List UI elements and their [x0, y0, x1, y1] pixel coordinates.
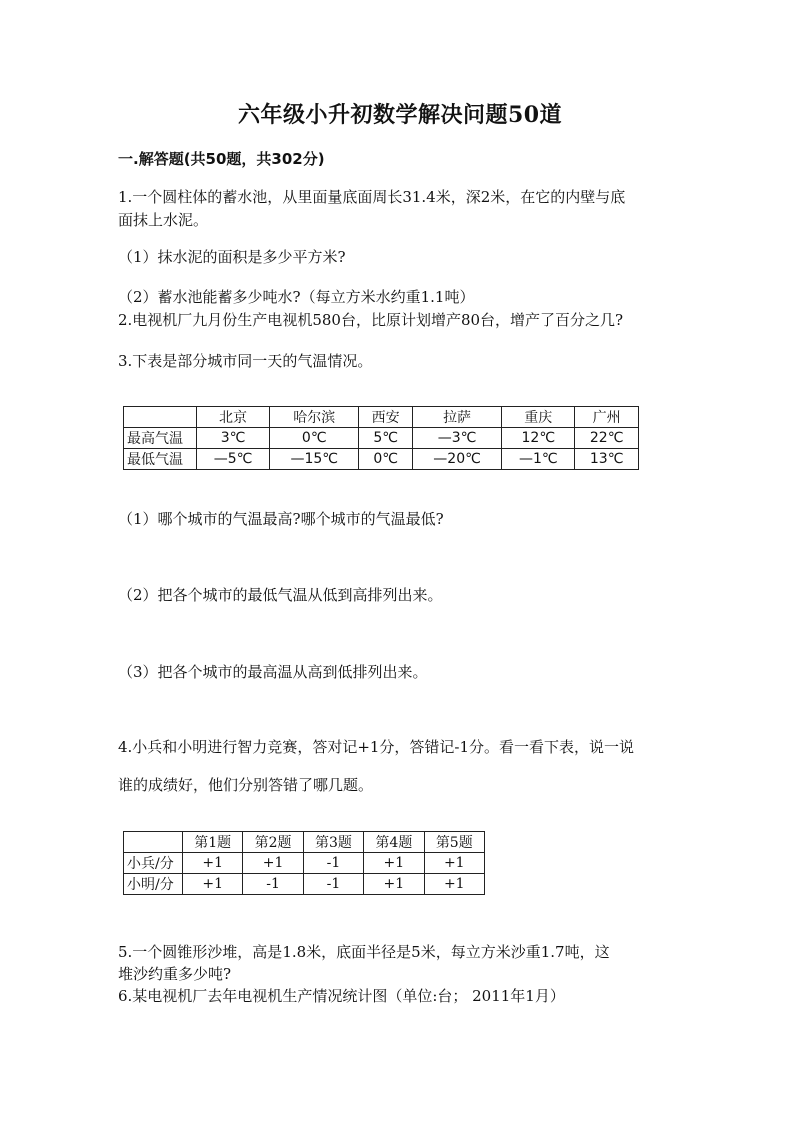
table-header-cell: 拉萨 — [412, 407, 501, 428]
table-header-cell: 广州 — [575, 407, 639, 428]
table-cell: 0℃ — [270, 428, 359, 449]
table-cell: -1 — [243, 874, 303, 895]
question-4-line-1: 4.小兵和小明进行智力竞赛，答对记+1分，答错记-1分。看一看下表，说一说 — [118, 738, 635, 756]
question-3: 3.下表是部分城市同一天的气温情况。 — [118, 352, 373, 370]
table-header-cell — [124, 407, 197, 428]
table-cell: 13℃ — [575, 449, 639, 470]
question-6: 6.某电视机厂去年电视机生产情况统计图（单位:台； 2011年1月） — [118, 987, 565, 1005]
table-row-header: 小明/分 — [124, 874, 183, 895]
question-2: 2.电视机厂九月份生产电视机580台，比原计划增产80台，增产了百分之几? — [118, 311, 624, 329]
question-5-line-1: 5.一个圆锥形沙堆，高是1.8米，底面半径是5米，每立方米沙重1.7吨，这 — [118, 943, 610, 961]
table-cell: 12℃ — [502, 428, 575, 449]
question-1-sub-2: （2）蓄水池能蓄多少吨水?（每立方米水约重1.1吨） — [118, 288, 475, 306]
table-header-cell: 第2题 — [243, 832, 303, 853]
table-cell: 22℃ — [575, 428, 639, 449]
table-row-header: 小兵/分 — [124, 853, 183, 874]
table-cell: -1 — [303, 853, 363, 874]
table-cell: —15℃ — [270, 449, 359, 470]
question-3-sub-3: （3）把各个城市的最高温从高到低排列出来。 — [118, 663, 428, 681]
table-header-cell: 哈尔滨 — [270, 407, 359, 428]
question-5-line-2: 堆沙约重多少吨? — [118, 965, 232, 983]
table-row — [124, 853, 485, 874]
table-cell: +1 — [424, 853, 484, 874]
table-row — [124, 428, 639, 449]
question-1-sub-1: （1）抹水泥的面积是多少平方米? — [118, 248, 346, 266]
question-1-line-2: 面抹上水泥。 — [118, 211, 209, 229]
score-table — [123, 831, 485, 895]
table-cell: +1 — [364, 874, 424, 895]
table-cell: +1 — [424, 874, 484, 895]
table-header-row — [124, 407, 639, 428]
temperature-table — [123, 406, 639, 470]
table-header-cell: 第4题 — [364, 832, 424, 853]
table-header-row — [124, 832, 485, 853]
question-3-sub-2: （2）把各个城市的最低气温从低到高排列出来。 — [118, 586, 443, 604]
question-3-sub-1: （1）哪个城市的气温最高?哪个城市的气温最低? — [118, 510, 444, 528]
table-row-header: 最低气温 — [124, 449, 197, 470]
table-cell: +1 — [183, 874, 243, 895]
table-cell: —5℃ — [197, 449, 270, 470]
table-header-cell: 第1题 — [183, 832, 243, 853]
section-heading: 一.解答题(共50题，共302分) — [118, 150, 325, 168]
table-cell: —20℃ — [412, 449, 501, 470]
table-cell: —1℃ — [502, 449, 575, 470]
table-header-cell — [124, 832, 183, 853]
table-header-cell: 重庆 — [502, 407, 575, 428]
question-4-line-2: 谁的成绩好，他们分别答错了哪几题。 — [118, 776, 374, 794]
page-title: 六年级小升初数学解决问题50道 — [237, 102, 563, 128]
table-cell: +1 — [364, 853, 424, 874]
table-cell: —3℃ — [412, 428, 501, 449]
table-row — [124, 449, 639, 470]
table-cell: 3℃ — [197, 428, 270, 449]
table-cell: 0℃ — [359, 449, 412, 470]
table-cell: -1 — [303, 874, 363, 895]
table-header-cell: 北京 — [197, 407, 270, 428]
table-cell: +1 — [183, 853, 243, 874]
question-1-line-1: 1.一个圆柱体的蓄水池，从里面量底面周长31.4米，深2米，在它的内壁与底 — [118, 188, 626, 206]
table-header-cell: 第3题 — [303, 832, 363, 853]
table-header-cell: 西安 — [359, 407, 412, 428]
table-cell: +1 — [243, 853, 303, 874]
table-row-header: 最高气温 — [124, 428, 197, 449]
table-row — [124, 874, 485, 895]
table-header-cell: 第5题 — [424, 832, 484, 853]
table-cell: 5℃ — [359, 428, 412, 449]
